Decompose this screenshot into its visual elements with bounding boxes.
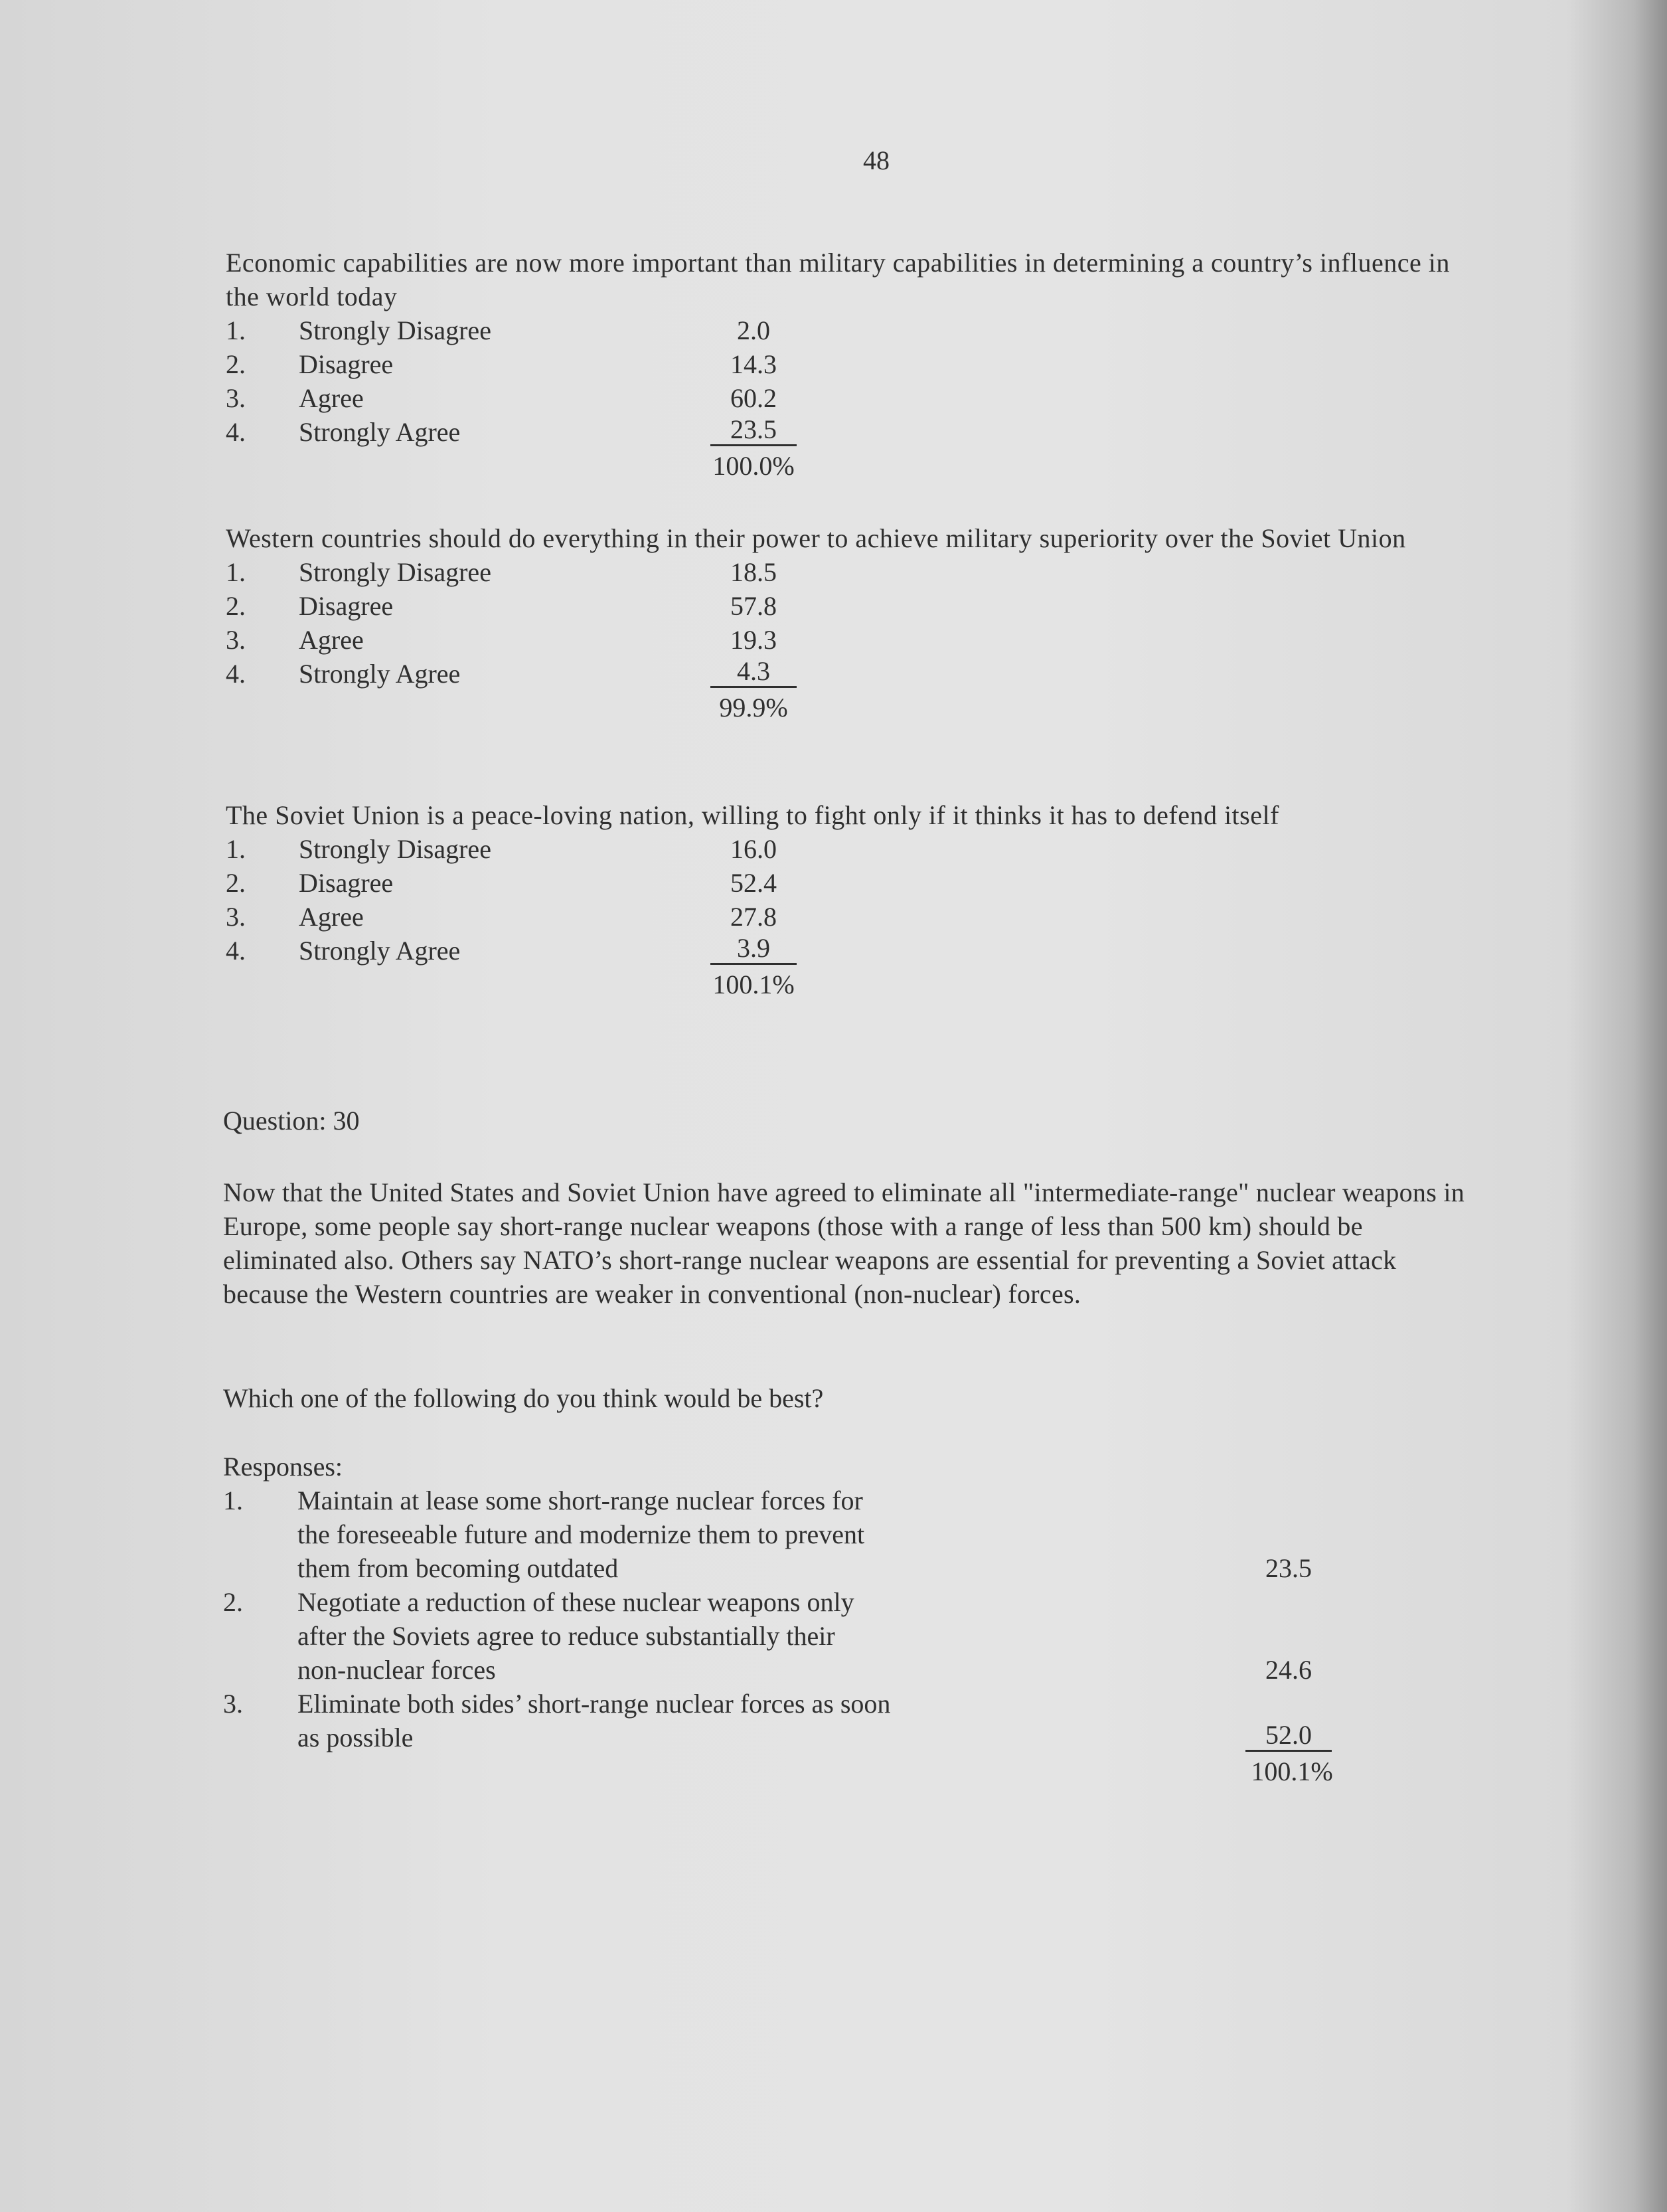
question-label: Question: 30 (223, 1106, 360, 1136)
response-row (226, 832, 1487, 866)
response-option-3 (223, 1687, 1352, 1793)
response-row (226, 866, 1487, 900)
row-value: 14.3 (730, 349, 777, 379)
response-line: after the Soviets agree to reduce substantially their (297, 1621, 835, 1651)
survey-item-1 (226, 246, 1487, 483)
page-number: 48 (863, 145, 890, 175)
row-label: Agree (299, 902, 364, 932)
row-number: 4. (226, 659, 246, 689)
row-number: 2. (226, 868, 246, 898)
row-number: 1. (226, 557, 246, 587)
response-row (226, 900, 1487, 934)
response-text (297, 1484, 1160, 1585)
response-row (226, 657, 1487, 691)
row-value: 4.3 (710, 657, 797, 688)
question-prompt: Which one of the following do you think would be best? (223, 1383, 824, 1413)
row-number: 3. (226, 625, 246, 655)
response-row (226, 415, 1487, 449)
row-value: 60.2 (730, 383, 777, 413)
response-line: them from becoming outdated (297, 1553, 619, 1583)
row-label: Strongly Agree (299, 936, 461, 966)
response-number: 3. (223, 1689, 243, 1719)
response-row (226, 347, 1487, 381)
total-row (226, 691, 1487, 724)
row-label: Strongly Disagree (299, 557, 491, 587)
response-value: 23.5 (1265, 1553, 1312, 1583)
row-number: 2. (226, 349, 246, 379)
row-value: 2.0 (737, 315, 770, 345)
row-value: 16.0 (730, 834, 777, 864)
total-value: 100.1% (712, 970, 795, 999)
question-text: Now that the United States and Soviet Union have agreed to eliminate all "intermediate-range" nuclear weapons in Europe, some people say short-range nuclear weapons (those with a range of less than 500 km) should be eliminated also. Others say NATO’s short-range nuclear weapons are essential for preventing a Soviet attack because the Western countries are weaker in conventional (non-nuclear) forces. (223, 1177, 1465, 1309)
statement: The Soviet Union is a peace-loving nation, willing to fight only if it thinks it has to defend itself (226, 800, 1279, 830)
response-text (297, 1585, 1160, 1687)
row-number: 4. (226, 936, 246, 966)
survey-item-3 (226, 798, 1487, 1001)
response-value: 52.0 (1245, 1721, 1332, 1752)
row-value: 18.5 (730, 557, 777, 587)
statement: Western countries should do everything in their power to achieve military superiority over the Soviet Union (226, 523, 1406, 553)
row-value: 57.8 (730, 591, 777, 621)
response-line: non-nuclear forces (297, 1655, 496, 1685)
response-line: the foreseeable future and modernize them to prevent (297, 1519, 865, 1549)
response-line: Maintain at lease some short-range nuclear forces for (297, 1486, 863, 1515)
row-label: Disagree (299, 591, 394, 621)
row-label: Disagree (299, 868, 394, 898)
row-number: 3. (226, 383, 246, 413)
response-row (226, 555, 1487, 589)
total-row (226, 968, 1487, 1001)
row-value: 27.8 (730, 902, 777, 932)
row-number: 1. (226, 834, 246, 864)
row-value: 23.5 (710, 415, 797, 446)
row-label: Agree (299, 383, 364, 413)
response-line: Eliminate both sides’ short-range nuclear forces as soon (297, 1689, 891, 1719)
responses-total: 100.1% (1251, 1756, 1333, 1786)
response-text (297, 1687, 1160, 1754)
response-number: 2. (223, 1587, 243, 1617)
row-label: Strongly Agree (299, 659, 461, 689)
response-line: as possible (297, 1723, 414, 1752)
response-option-2 (223, 1585, 1352, 1687)
row-value: 3.9 (710, 934, 797, 965)
total-value: 100.0% (712, 451, 795, 481)
row-number: 4. (226, 417, 246, 447)
row-number: 3. (226, 902, 246, 932)
total-row (226, 449, 1487, 483)
statement: Economic capabilities are now more important than military capabilities in determining a country’s influence in the world today (226, 248, 1450, 311)
row-label: Strongly Disagree (299, 315, 491, 345)
response-row (226, 313, 1487, 347)
row-value: 52.4 (730, 868, 777, 898)
response-value: 24.6 (1265, 1655, 1312, 1685)
row-value: 19.3 (730, 625, 777, 655)
row-label: Strongly Disagree (299, 834, 491, 864)
row-number: 2. (226, 591, 246, 621)
row-number: 1. (226, 315, 246, 345)
row-label: Disagree (299, 349, 394, 379)
total-value: 99.9% (719, 693, 788, 723)
response-row (226, 589, 1487, 623)
survey-item-2 (226, 521, 1487, 724)
response-row (226, 381, 1487, 415)
response-row (226, 623, 1487, 657)
responses-label: Responses: (223, 1452, 343, 1482)
response-number: 1. (223, 1486, 243, 1515)
row-label: Agree (299, 625, 364, 655)
response-line: Negotiate a reduction of these nuclear weapons only (297, 1587, 854, 1617)
response-option-1 (223, 1484, 1352, 1585)
row-label: Strongly Agree (299, 417, 461, 447)
response-row (226, 934, 1487, 968)
